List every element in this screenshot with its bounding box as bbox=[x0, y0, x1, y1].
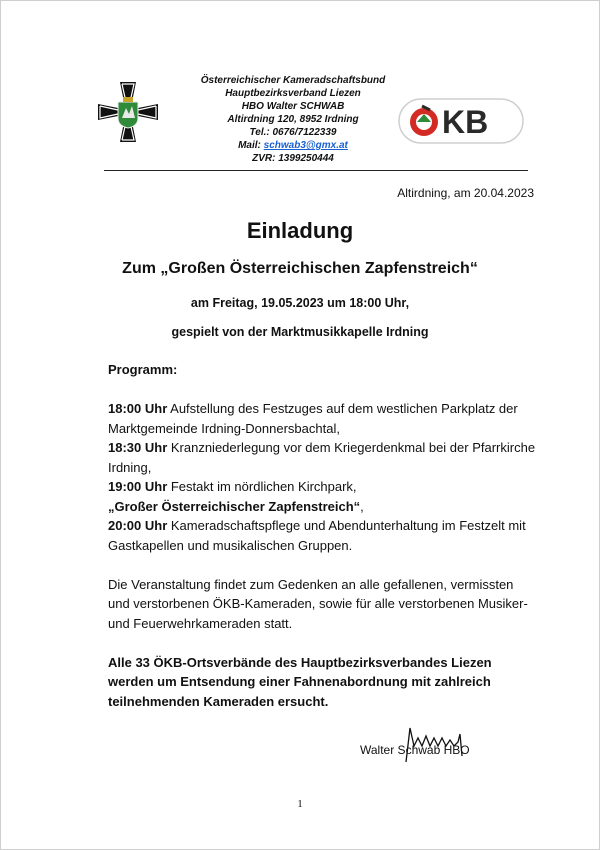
program-item: 20:00 Uhr Kameradschaftspflege und Abendunterhaltung im Festzelt mit Gastkapellen und musikalischen Gruppen. bbox=[108, 518, 526, 553]
event-subtitle: Zum „Großen Österreichischen Zapfenstreich“ bbox=[122, 260, 478, 277]
request-paragraph: Alle 33 ÖKB-Ortsverbände des Hauptbezirksverbandes Liezen werden um Entsendung einer Fahnenabordnung mit zahlreich teilnehmenden Kameraden ersucht. bbox=[108, 654, 492, 709]
mail-line bbox=[168, 139, 418, 152]
program-item: 18:30 Uhr Kranzniederlegung vor dem Kriegerdenkmal bei der Pfarrkirche Irdning, bbox=[108, 440, 536, 475]
mail-link[interactable]: schwab3@gmx.at bbox=[263, 140, 348, 151]
program-item: 19:00 Uhr Festakt im nördlichen Kirchpark, bbox=[108, 479, 357, 494]
zvr-number: ZVR: 1399250444 bbox=[252, 153, 334, 164]
mail-label: Mail: bbox=[238, 140, 261, 151]
org-name: Österreichischer Kameradschaftsbund bbox=[200, 75, 386, 86]
okb-logo bbox=[398, 98, 524, 144]
hbo-name: HBO Walter SCHWAB bbox=[241, 101, 345, 112]
kameradschaftsbund-crest-logo bbox=[96, 80, 160, 144]
header-divider bbox=[104, 170, 528, 171]
svg-text:KB: KB bbox=[442, 104, 489, 140]
date-line: Altirdning, am 20.04.2023 bbox=[397, 186, 534, 200]
event-date: am Freitag, 19.05.2023 um 18:00 Uhr, bbox=[190, 296, 410, 310]
program-heading: Programm: bbox=[108, 362, 178, 377]
handwritten-signature bbox=[360, 716, 500, 768]
signatory-name: Walter Schwab bbox=[360, 743, 441, 757]
page-number: 1 bbox=[297, 798, 303, 810]
address: Altirdning 120, 8952 Irdning bbox=[227, 114, 359, 125]
signature-line bbox=[360, 743, 470, 757]
letterhead bbox=[168, 74, 418, 165]
signatory-title: HBO bbox=[443, 743, 470, 757]
memorial-paragraph: Die Veranstaltung findet zum Gedenken an alle gefallenen, vermissten und verstorbenen ÖKB-Kameraden, sowie für alle verstorbenen Musiker- und Feuerwehrkameraden statt. bbox=[108, 576, 528, 631]
district-name: Hauptbezirksverband Liezen bbox=[225, 88, 361, 99]
letter-body bbox=[108, 360, 538, 711]
page-title: Einladung bbox=[246, 218, 354, 243]
program-item: „Großer Österreichischer Zapfenstreich“, bbox=[108, 498, 364, 514]
event-performer: gespielt von der Marktmusikkapelle Irdning bbox=[171, 325, 429, 339]
telephone: Tel.: 0676/7122339 bbox=[249, 127, 337, 138]
program-item: 18:00 Uhr Aufstellung des Festzuges auf dem westlichen Parkplatz der Marktgemeinde Irdning-Donnersbachtal, bbox=[108, 401, 518, 436]
